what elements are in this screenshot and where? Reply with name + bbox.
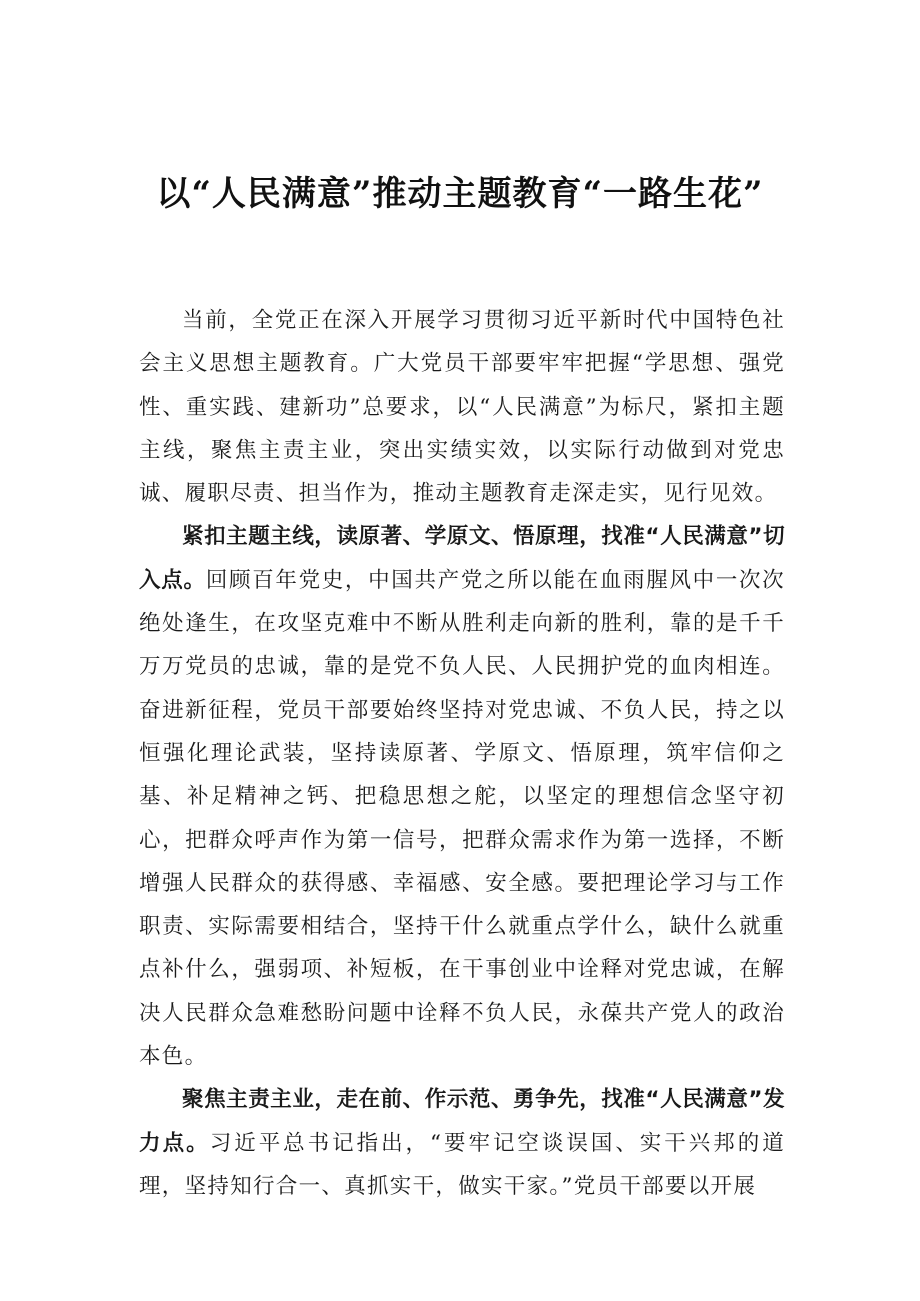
paragraph-text: 习近平总书记指出，“要牢记空谈误国、实干兴邦的道理，坚持知行合一、真抓实干，做实干家。”党员干部要以开展 xyxy=(139,1130,785,1199)
paragraph-section-2 xyxy=(139,1078,785,1208)
paragraph-section-1 xyxy=(139,515,785,1078)
paragraph-text: 回顾百年党史，中国共产党之所以能在血雨腥风中一次次绝处逢生，在攻坚克难中不断从胜利走向新的胜利，靠的是千千万万党员的忠诚，靠的是党不负人民、人民拥护党的血肉相连。奋进新征程，党员干部要始终坚持对党忠诚、不负人民，持之以恒强化理论武装，坚持读原著、学原文、悟原理，筑牢信仰之基、补足精神之钙、把稳思想之舵，以坚定的理想信念坚守初心，把群众呼声作为第一信号，把群众需求作为第一选择，不断增强人民群众的获得感、幸福感、安全感。要把理论学习与工作职责、实际需要相结合，坚持干什么就重点学什么，缺什么就重点补什么，强弱项、补短板，在干事创业中诠释对党忠诚，在解决人民群众急难愁盼问题中诠释不负人民，永葆共产党人的政治本色。 xyxy=(139,567,785,1070)
paragraph-intro xyxy=(139,299,785,515)
paragraph-lead: 紧扣主题主线，读原著、学原文、悟原理，找准“人民满意”切入点。 xyxy=(139,524,785,593)
paragraph-text: 当前，全党正在深入开展学习贯彻习近平新时代中国特色社会主义思想主题教育。广大党员干部要牢牢把握“学思想、强党性、重实践、建新功”总要求，以“人民满意”为标尺，紧扣主题主线，聚焦主责主业，突出实绩实效，以实际行动做到对党忠诚、履职尽责、担当作为，推动主题教育走深走实，见行见效。 xyxy=(139,308,785,507)
paragraph-lead: 聚焦主责主业，走在前、作示范、勇争先，找准“人民满意”发力点。 xyxy=(139,1087,785,1156)
document-title: 以“人民满意”推动主题教育“一路生花” xyxy=(156,173,764,214)
document-body xyxy=(139,299,785,1208)
